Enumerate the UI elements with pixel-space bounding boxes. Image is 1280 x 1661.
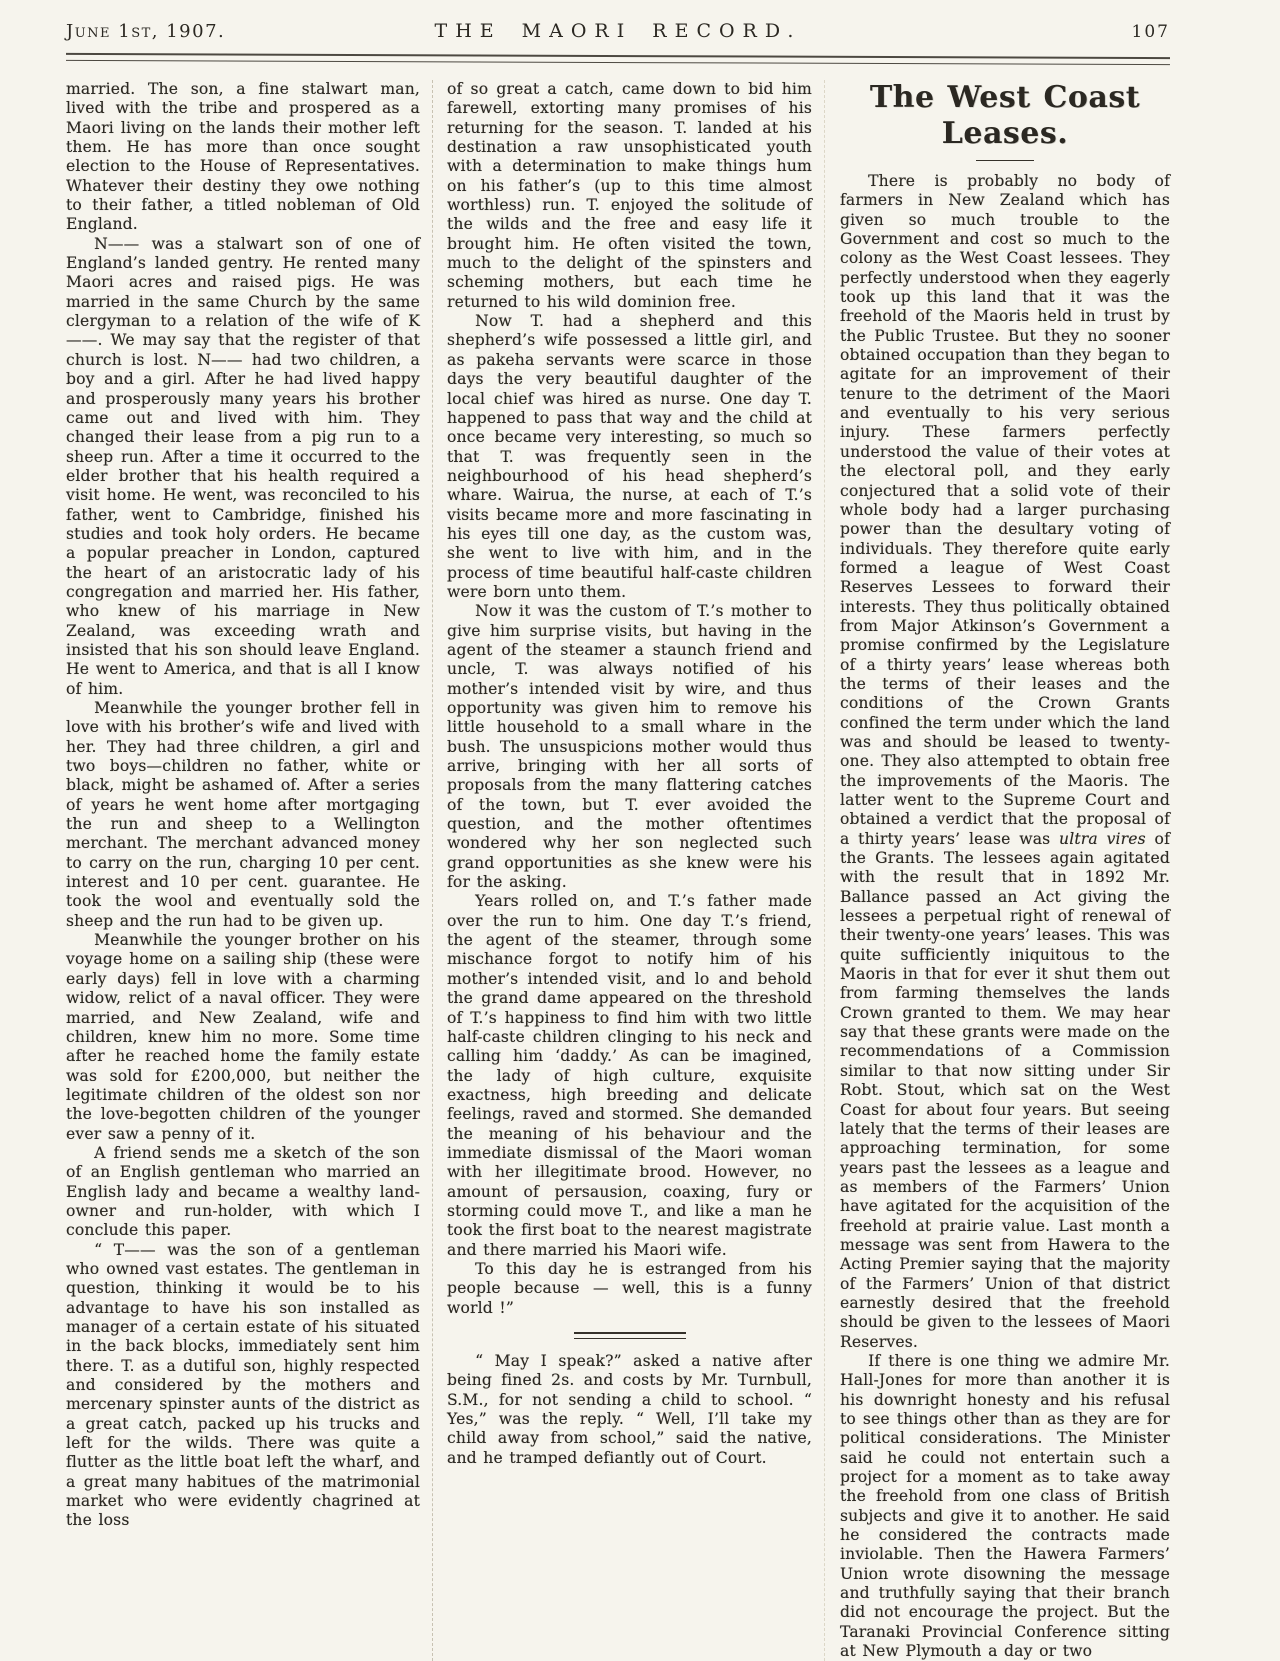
paragraph: married. The son, a fine stalwart man, lived with the tribe and prospered as a Maori living on the lands their mother left them. He has more than once sought election to the House of Representatives. Whatever their destiny they owe nothing to their father, a titled nobleman of Old England. <box>66 80 420 234</box>
page-header <box>66 20 1170 42</box>
paragraph: A friend sends me a sketch of the son of an English gentleman who married an English lady and became a wealthy land-owner and run-holder, with which I conclude this paper. <box>66 1143 420 1240</box>
paragraph: Years rolled on, and T.’s father made over the run to him. One day T.’s friend, the agent of the steamer, through some mischance forgot to notify him of his mother’s intended visit, and lo and behold the grand dame appeared on the threshold of T.’s happiness to find him with two little half-caste children clinging to his neck and calling him ‘daddy.’ As can be imagined, the lady of high culture, exquisite exactness, high breeding and delicate feelings, raved and stormed. She demanded the meaning of his behaviour and the immediate dismissal of the Maori woman with her illegitimate brood. However, no amount of persausion, coaxing, fury or storming could move T., and like a man he took the first boat to the nearest magistrate and there married his Maori wife. <box>447 892 813 1259</box>
heading-rule <box>976 160 1034 161</box>
header-page-number: 107 <box>1131 22 1170 42</box>
paragraph <box>840 172 1170 1352</box>
paragraph: Meanwhile the younger brother fell in love with his brother’s wife and lived with her. They had three children, a girl and two boys—children no father, white or black, might be ashamed of. After a series of years he went home after mortgaging the run and sheep to a Wellington merchant. The merchant advanced money to carry on the run, charging 10 per cent. interest and 10 per cent. guarantee. He took the wool and eventually sold the sheep and the run had to be given up. <box>66 699 420 930</box>
column-3 <box>824 80 1170 1661</box>
paragraph: of so great a catch, came down to bid him farewell, extorting many promises of his returning for the season. T. landed at his destination a raw unsophisticated youth with a determination to make things hum on his father’s (up to this time almost worthless) run. T. enjoyed the solitude of the wilds and the free and easy life it brought him. He often visited the town, much to the delight of the spinsters and scheming mothers, but each time he returned to his wild dominion free. <box>447 80 812 311</box>
article-columns <box>66 80 1170 1661</box>
paragraph: Meanwhile the younger brother on his voyage home on a sailing ship (these were early days) fell in love with a charming widow, relict of a naval officer. They were married, and New Zealand, wife and children, knew him no more. Some time after he reached home the family estate was sold for £200,000, but neither the legitimate children of the oldest son nor the love-begotten children of the younger ever saw a penny of it. <box>66 931 420 1143</box>
paragraph-text: of the Grants. The lessees again agitated with the result that in 1892 Mr. Ballance passed an Act giving the lessees a perpetual right of renewal of their twenty-one years’ leases. This was quite sufficiently iniquitous to the Maoris in that for ever it shut them out from farming themselves the lands Crown granted to them. We may hear say that these grants were made on the recommendations of a Commission similar to that now sitting under Sir Robt. Stout, which sat on the West Coast for about four years. But seeing lately that the terms of their leases are approaching termination, for some years past the lessees as a league and as members of the Farmers’ Union have agitated for the acquisition of the freehold at prairie value. Last month a message was sent from Hawera to the Acting Premier saying that the majority of the Farmers’ Union of that district earnestly desired that the freehold should be given to the lessees of Maori Reserves. <box>840 829 1170 1351</box>
paragraph-text: There is probably no body of farmers in New Zealand which has given so much trouble to the Government and cost so much to the colony as the West Coast lessees. They perfectly understood when they eagerly took up this land that it was the freehold of the Maoris held in trust by the Public Trustee. But they no sooner obtained occupation than they began to agitate for an improvement of their tenure to the detriment of the Maori and eventually to his very serious injury. These farmers perfectly understood the value of their votes at the electoral poll, and they early conjectured that a solid vote of their whole body had a larger purchasing power than the desultary voting of individuals. They therefore quite early formed a league of West Coast Reserves Lessees to forward their interests. They thus politically obtained from Major Atkinson’s Government a promise confirmed by the Legislature of a thirty years’ lease whereas both the terms of their leases and the conditions of the Crown Grants confined the term under which the land was and should be leased to twenty-one. They also attempted to obtain free the improvements of the Maoris. The latter went to the Supreme Court and obtained a verdict that the proposal of a thirty years’ lease was <box>840 172 1170 848</box>
header-title: THE MAORI RECORD. <box>434 20 802 42</box>
paragraph: “ T—— was the son of a gentleman who owned vast estates. The gentleman in question, thinking it would be to his advantage to have his son installed as manager of a certain estate of his situated in the back blocks, immediately sent him there. T. as a dutiful son, highly respected and considered by the mothers and mercenary spinster aunts of the district as a great catch, packed up his trucks and left for the wilds. There was quite a flutter as the little boat left the wharf, and a great many habitues of the matrimonial market who were evidently chagrined at the loss <box>66 1240 420 1530</box>
header-double-rule <box>66 53 1170 65</box>
paragraph: Now it was the custom of T.’s mother to give him surprise visits, but having in the agent of the steamer a staunch friend and uncle, T. was always notified of his mother’s intended visit by wire, and thus opportunity was given him to remove his little household to a small whare in the bush. The unsuspicions mother would thus arrive, bringing with her all sorts of proposals from the many flattering catches of the town, but T. ever avoided the question, and the mother oftentimes wondered why her son neglected such grand opportunities as she knew were his for the asking. <box>447 602 812 892</box>
header-date: June 1st, 1907. <box>66 21 226 42</box>
article-heading: The West Coast Leases. <box>869 80 1141 151</box>
column-1 <box>66 80 420 1661</box>
paragraph: N—— was a stalwart son of one of England’s landed gentry. He rented many Maori acres and raised pigs. He was married in the same Church by the same clergyman to a relation of the wife of K——. We may say that the register of that church is lost. N—— had two children, a boy and a girl. After he had lived happy and prosperously many years his brother came out and lived with him. They changed their lease from a pig run to a sheep run. After a time it occurred to the elder brother that his health required a visit home. He went, was reconciled to his father, went to Cambridge, finished his studies and took holy orders. He became a popular preacher in London, captured the heart of an aristocratic lady of his congregation and married her. His father, who knew of his marriage in New Zealand, was exceeding wrath and insisted that his son should leave England. He went to America, and that is all I know of him. <box>66 234 420 698</box>
paragraph: If there is one thing we admire Mr. Hall-Jones for more than another it is his downright honesty and his refusal to see things other than as they are for political considerations. The Minister said he could not entertain such a project for a moment as to take away the freehold from one class of British subjects and give it to another. He said he considered the contracts made inviolable. Then the Hawera Farmers’ Union wrote disowning the message and truthfully saying that their branch did not encourage the project. But the Taranaki Provincial Conference sitting at New Plymouth a day or two <box>840 1351 1170 1661</box>
paragraph: To this day he is estranged from his people because — well, this is a funny world !” <box>447 1259 812 1317</box>
paragraph: Now T. had a shepherd and this shepherd’s wife possessed a little girl, and as pakeha servants were scarce in those days the very beautiful daughter of the local chief was hired as nurse. One day T. happened to pass that way and the child at once became very interesting, so much so that T. was frequently seen in the neighbourhood of his head shepherd’s whare. Wairua, the nurse, at each of T.’s visits became more and more fascinating in his eyes till one day, as the custom was, she went to live with him, and in the process of time beautiful half-caste children were born unto them. <box>447 312 812 601</box>
anecdote-paragraph: “ May I speak?” asked a native after being fined 2s. and costs by Mr. Turnbull, S.M., for not sending a child to school. “ Yes,” was the reply. “ Well, I’ll take my child away from school,” said the native, and he tramped defiantly out of Court. <box>447 1352 812 1467</box>
latin-phrase-italic: ultra vires <box>1059 829 1146 848</box>
column-2 <box>432 80 812 1661</box>
story-separator-rule <box>574 1332 686 1339</box>
